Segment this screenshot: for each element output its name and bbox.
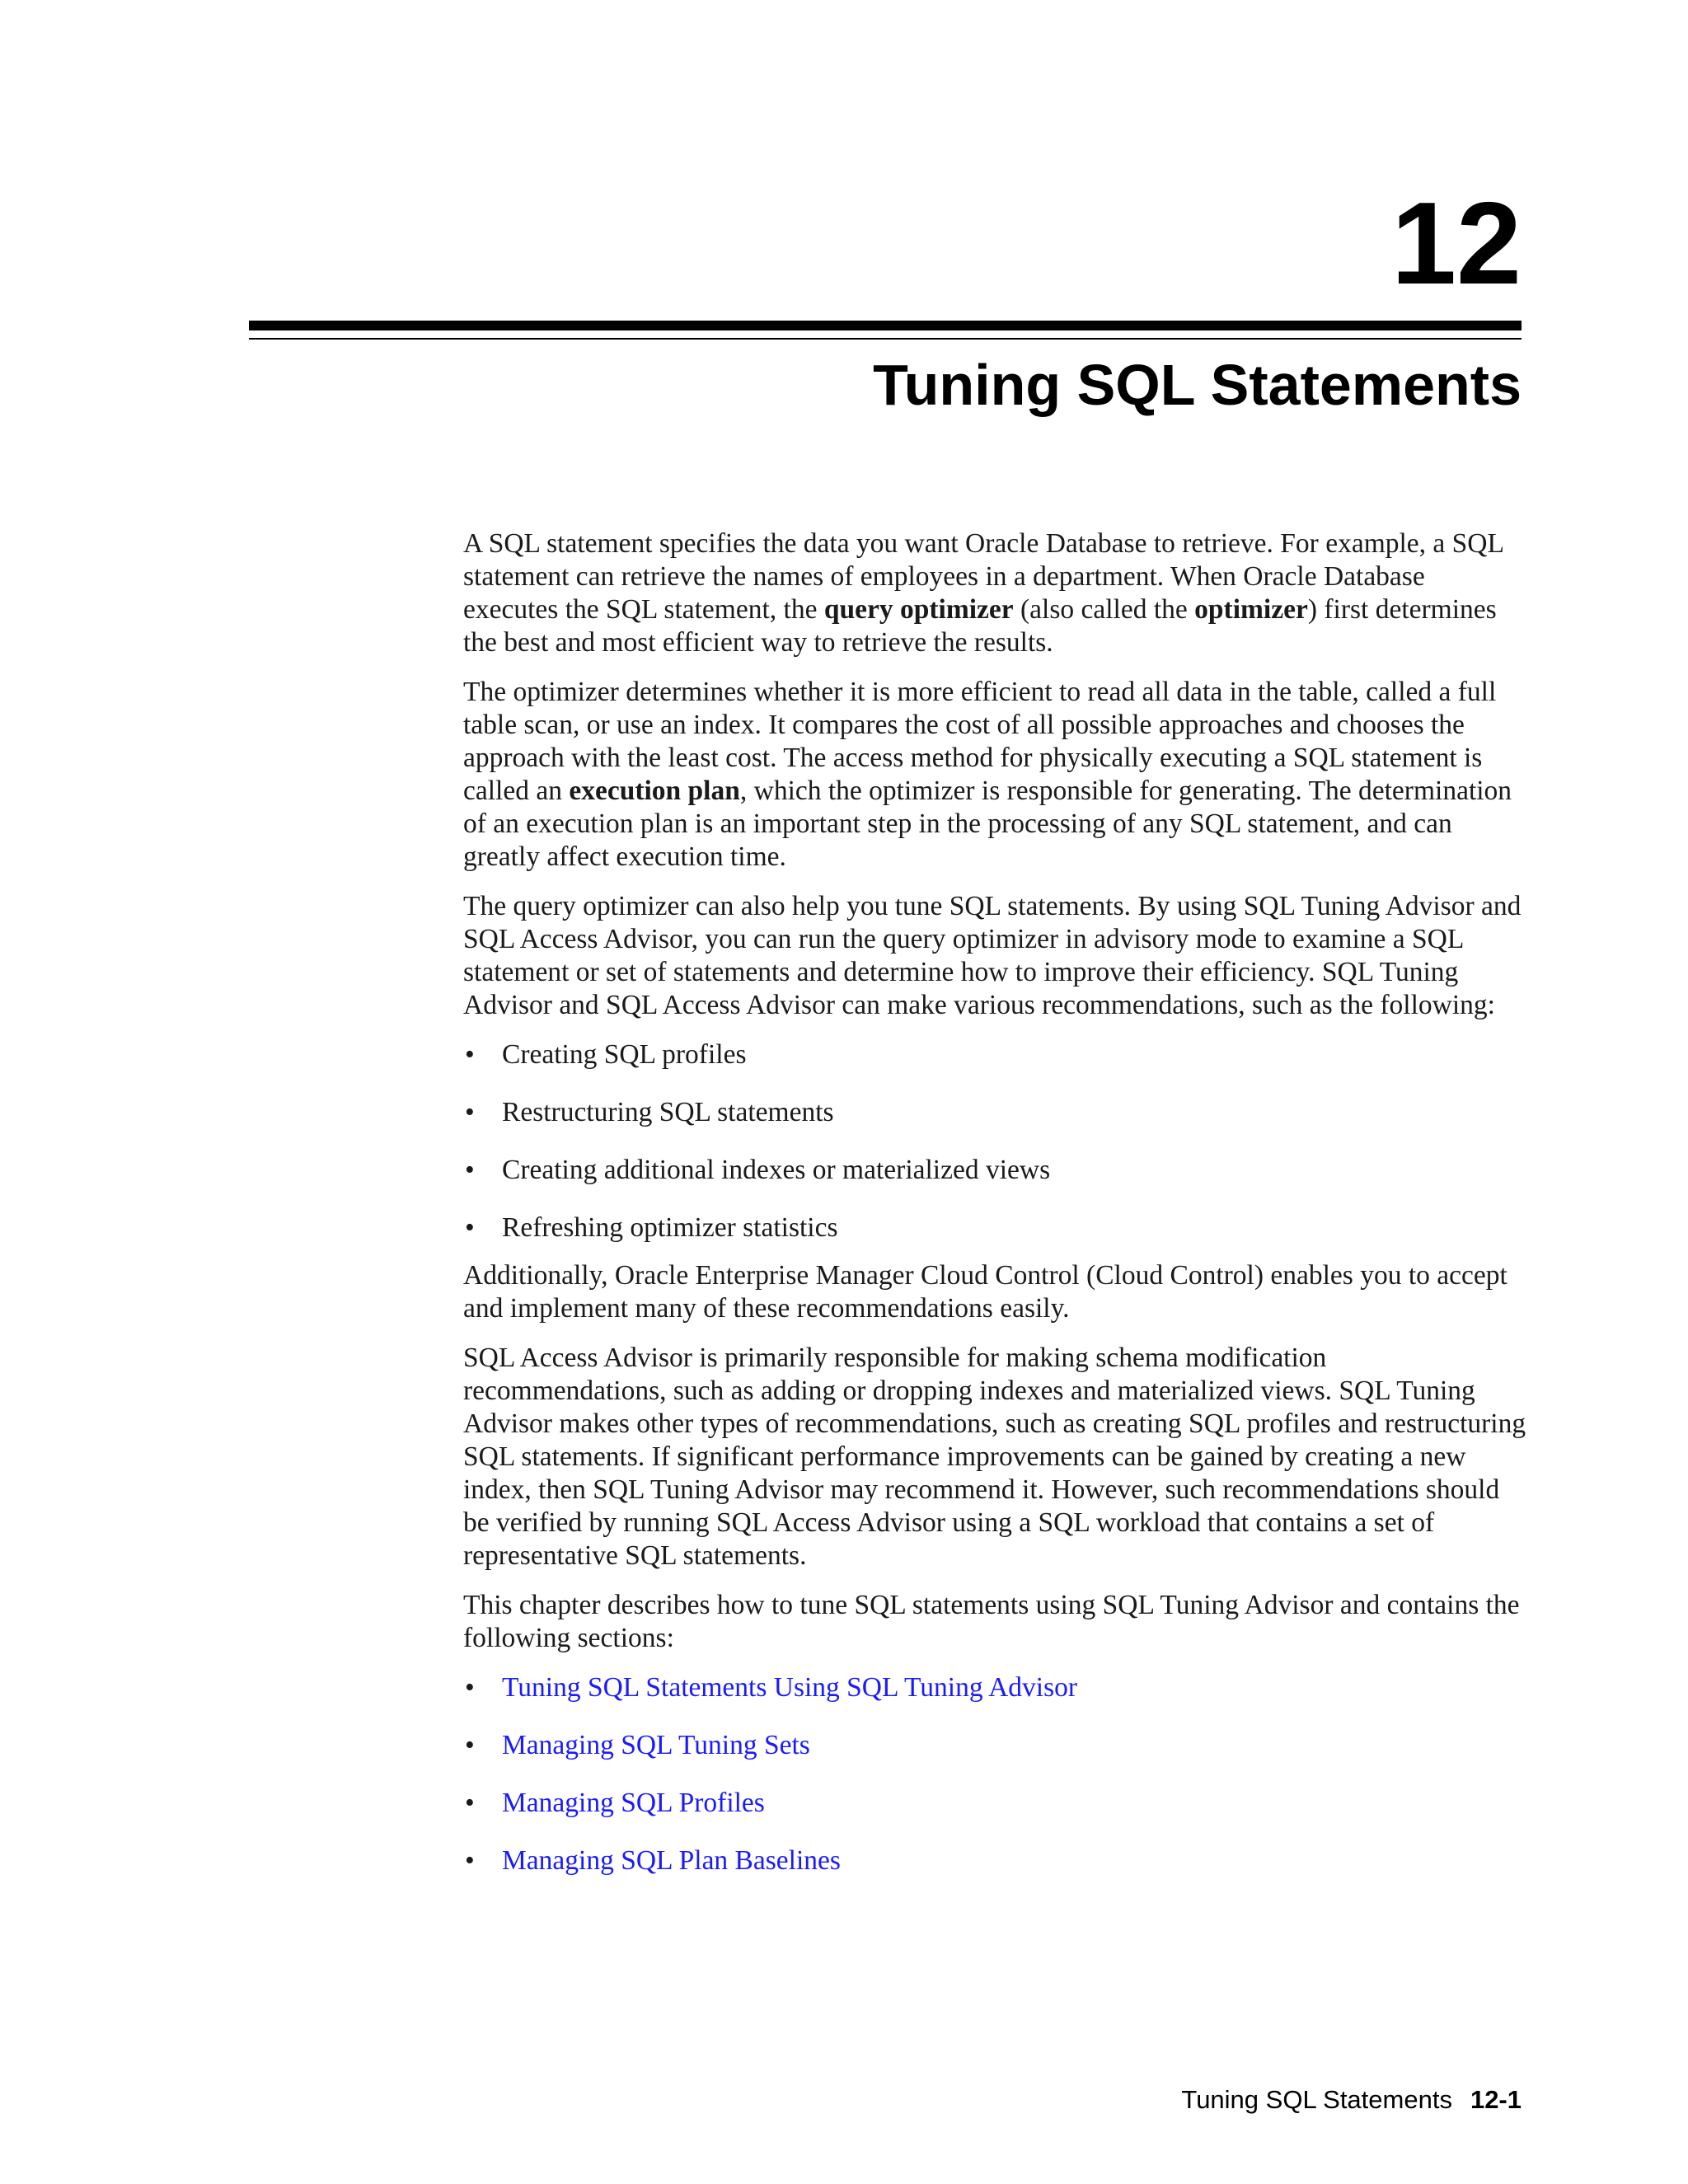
paragraph-text: A SQL statement specifies the data you want Oracle Database to retrieve. For example, a SQL statement can retrieve the names of employees in a department. When Oracle Database executes the SQL statement, the (463, 528, 1503, 625)
list-item-text: Refreshing optimizer statistics (502, 1212, 838, 1243)
page-number: 12-1 (1470, 2085, 1522, 2114)
paragraph-advisors: The query optimizer can also help you tune SQL statements. By using SQL Tuning Advisor and SQL Access Advisor, you can run the query optimizer in advisory mode to examine a SQL statement or set of statements and determine how to improve their efficiency. SQL Tuning Advisor and SQL Access Advisor can make various recommendations, such as the following: (463, 891, 1522, 1020)
list-item-text: Creating SQL profiles (502, 1039, 747, 1070)
section-link-list (463, 1671, 1526, 1877)
list-item-text: Creating additional indexes or materialized views (502, 1155, 1051, 1185)
list-item (463, 1844, 1526, 1877)
bullet-icon: • (465, 1097, 475, 1127)
chapter-body (463, 527, 1526, 1902)
recommendation-list (463, 1038, 1526, 1244)
list-item (463, 1154, 1526, 1187)
term-optimizer: optimizer (1194, 594, 1308, 625)
list-item (463, 1671, 1526, 1704)
bullet-icon: • (465, 1845, 475, 1876)
list-item (463, 1038, 1526, 1071)
bullet-icon: • (465, 1730, 475, 1760)
paragraph-intro (463, 527, 1526, 659)
paragraph-optimizer (463, 676, 1526, 874)
list-item (463, 1212, 1526, 1244)
list-item (463, 1096, 1526, 1129)
paragraph-text: , which the optimizer is responsible for generating. The determination of an execution plan is an important step in the processing of any SQL statement, and can greatly affect execution time. (463, 776, 1512, 872)
term-execution-plan: execution plan (569, 776, 740, 806)
paragraph-chapter-sections: This chapter describes how to tune SQL statements using SQL Tuning Advisor and contains the following sections: (463, 1590, 1520, 1653)
page-footer (1181, 2085, 1522, 2115)
bullet-icon: • (465, 1039, 475, 1070)
paragraph-text: ) first determines the best and most efficient way to retrieve the results. (463, 594, 1497, 658)
list-item (463, 1787, 1526, 1820)
list-item-text: Restructuring SQL statements (502, 1097, 834, 1127)
paragraph-text: (also called the (1013, 594, 1195, 625)
bullet-icon: • (465, 1672, 475, 1703)
link-managing-sql-plan-baselines[interactable]: Managing SQL Plan Baselines (502, 1845, 841, 1876)
term-query-optimizer: query optimizer (823, 594, 1014, 625)
chapter-rule-thick (249, 321, 1522, 330)
paragraph-cloud-control: Additionally, Oracle Enterprise Manager Cloud Control (Cloud Control) enables you to accept and implement many of these recommendations easily. (463, 1260, 1507, 1324)
list-item (463, 1729, 1526, 1762)
running-title: Tuning SQL Statements (1181, 2085, 1452, 2114)
bullet-icon: • (465, 1155, 475, 1185)
bullet-icon: • (465, 1212, 475, 1243)
link-managing-sql-profiles[interactable]: Managing SQL Profiles (502, 1788, 765, 1818)
link-managing-sql-tuning-sets[interactable]: Managing SQL Tuning Sets (502, 1730, 810, 1760)
bullet-icon: • (465, 1788, 475, 1818)
chapter-title: Tuning SQL Statements (873, 353, 1522, 417)
paragraph-access-advisor: SQL Access Advisor is primarily responsible for making schema modification recommendations, such as adding or dropping indexes and materialized views. SQL Tuning Advisor makes other types of recommendations, such as creating SQL profiles and restructuring SQL statements. If significant performance improvements can be gained by creating a new index, then SQL Tuning Advisor may recommend it. However, such recommendations should be verified by running SQL Access Advisor using a SQL workload that contains a set of representative SQL statements. (463, 1343, 1526, 1571)
paragraph-text: The optimizer determines whether it is more efficient to read all data in the table, called a full table scan, or use an index. It compares the cost of all possible approaches and chooses the approach with the least cost. The access method for physically executing a SQL statement is called an (463, 677, 1497, 806)
chapter-number: 12 (1391, 178, 1522, 309)
chapter-rule-thin (249, 338, 1522, 340)
link-tuning-sql-statements-using-sql-tuning-advisor[interactable]: Tuning SQL Statements Using SQL Tuning Advisor (502, 1672, 1078, 1703)
